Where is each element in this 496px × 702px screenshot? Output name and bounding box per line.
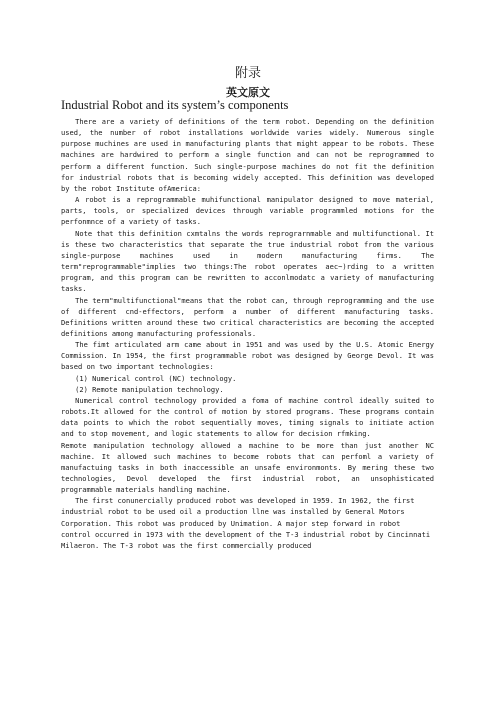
section-title: 英文原文 [226, 86, 270, 99]
paragraph-multifunctional: The term"multifunctional"means that the robot can, through reprogramming and the use of different cnd-effectors, perform a number of different manufacturing tasks. Definitions written around these two critical characteristics are becoming the accepted definitions among manufacturing professionals. [61, 295, 434, 338]
paragraph-robot-definition: A robot is a reprogrammable muhifunctional manipulator designed to move material, parts, tools, or specialized devices through variable programmled motions for the perfonmnce of a variety of tasks. [61, 195, 434, 227]
list-item-remote-manipulation: (2) Remote manipulation technology. [75, 384, 224, 394]
paragraph-reprogrammable: Note that this definition cxmtalns the words reprograrnmable and multifunctional. It is these two characteristics that separate the true industrial robot from the various single-purpose machines used in modern manufacturing firms. The term"reprogrammable"implies two things:The robot operates aec~)rding to a written program, and this program can be rewritten to acconlmodatc a variety of manufacturing tasks. [61, 228, 434, 294]
paragraph-history: The fimt articulated arm came about in 1951 and was used by the U.S. Atomic Energy Commission. In 1954, the first programmable robot was designed by George Devol. It was based on two important technologies: [61, 340, 434, 372]
paragraph-remote-manipulation: Remote manipulation technology allowed a machine to be more than just another NC machine. It allowed such machines to become robots that can perfoml a variety of manufactuing tasks in both inaccessible an unsafe environmonts. By mering these two technologies, Devol developed the first industrial robot, an unsophisticated programmable materials handling machine. [61, 440, 434, 495]
appendix-title: 附录 [234, 66, 261, 81]
paragraph-definition-intro: There are a variety of definitions of the term robot. Depending on the definition used, the number of robot installations worldwide varies widely. Numerous single purpose muchines are used in manufacturing plants that might appear to be robots. These machines are hardwired to perform a single function and can not be reprogrammed to perform a different function. Such single-purpose machines do not fit the definition for industrial robots that is becoming widely accepted. This definition was developed by the robot Institute ofAmerica: [61, 117, 434, 193]
paragraph-numerical-control: Numerical control technology provided a foma of machine control ideally suited to robots.It allowed for the control of motion by stored programs. These programs contain data points to which the robot sequentially moves, timing signals to initiate action and to stop movement, and logic statements to allow for decision rfmking. [61, 395, 434, 439]
article-title: Industrial Robot and its system’s components [61, 98, 289, 112]
body-text [61, 116, 434, 551]
paragraph-first-commercial-robot: The first conunercially produced robot was developed in 1959. In 1962, the first industrial robot to be used oil a production llne was installed by General Motors Corporation. This robot was produced by Unimation. A major step forward in robot control occurred in 1973 with the development of the T-3 industrial robot by Cincinnati Milaeron. The T-3 robot was the first commercially produced [61, 496, 431, 550]
list-item-nc-technology: (1) Numerical control (NC) technology. [75, 373, 237, 383]
